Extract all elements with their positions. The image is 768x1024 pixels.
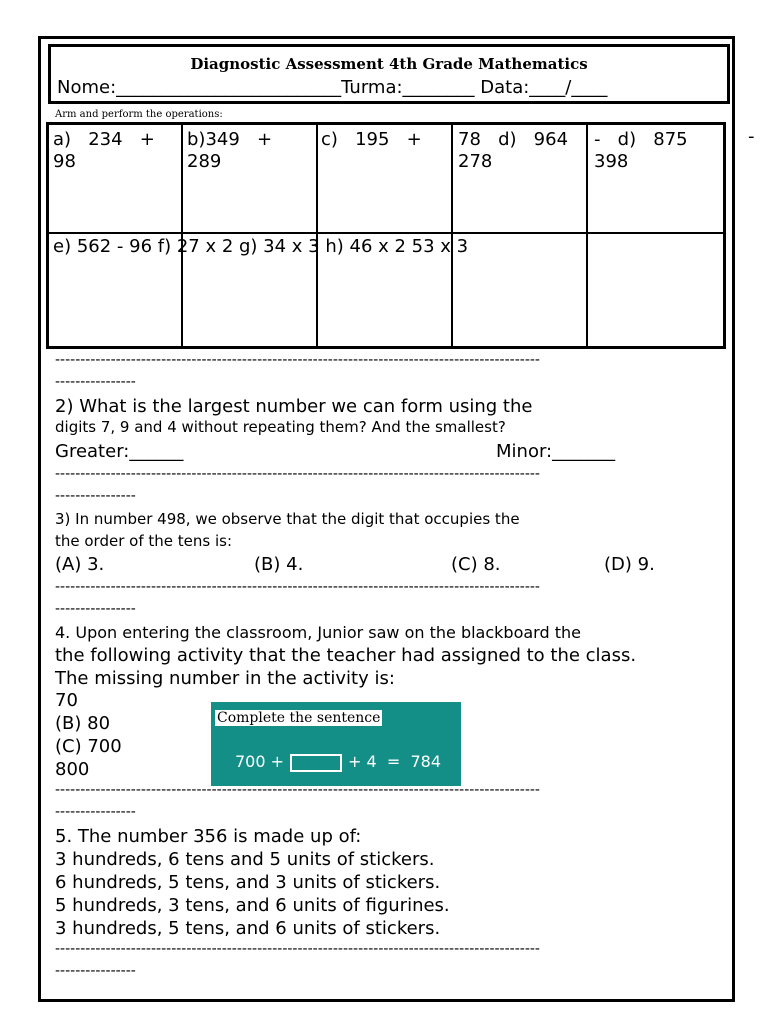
separator: ------------------------------------------------------------------------------------------------: [55, 466, 540, 482]
separator: ----------------: [55, 488, 136, 504]
operation-b: b)349 + 289: [187, 129, 273, 172]
question-3-line-2: the order of the tens is:: [55, 532, 232, 550]
missing-number-box: [290, 754, 342, 772]
q5-option-2: 6 hundreds, 5 tens, and 3 units of stickers.: [55, 872, 441, 893]
question-2-line-1: 2) What is the largest number we can form using the: [55, 396, 533, 417]
operation-a: a) 234 + 98: [53, 129, 155, 172]
option-c: (C) 8.: [451, 554, 501, 575]
separator: ----------------: [55, 601, 136, 617]
header-box: [48, 44, 730, 104]
q4-option-2: (B) 80: [55, 713, 111, 734]
table-divider: [49, 232, 723, 234]
question-4-line-2: the following activity that the teacher had assigned to the class.: [55, 645, 637, 666]
question-3-line-1: 3) In number 498, we observe that the digit that occupies the: [55, 510, 520, 528]
separator: ------------------------------------------------------------------------------------------------: [55, 352, 540, 368]
activity-board: [211, 702, 461, 786]
option-a: (A) 3.: [55, 554, 105, 575]
instructions: Arm and perform the operations:: [55, 109, 223, 120]
operations-table: [46, 122, 726, 349]
student-info-fields: Nome:_________________________Turma:________ Data:____/____: [57, 77, 608, 98]
operation-d: 78 d) 964 278: [458, 129, 569, 172]
minor-answer-field: Minor:_______: [496, 441, 616, 462]
question-5-line-1: 5. The number 356 is made up of:: [55, 826, 362, 847]
table-divider: [586, 125, 588, 346]
greater-answer-field: Greater:______: [55, 441, 184, 462]
operations-row-2: e) 562 - 96 f) 27 x 2 g) 34 x 3 h) 46 x 2 53 x 3: [53, 236, 469, 257]
operation-c: c) 195 +: [321, 129, 422, 150]
separator: ------------------------------------------------------------------------------------------------: [55, 941, 540, 957]
question-4-line-1: 4. Upon entering the classroom, Junior saw on the blackboard the: [55, 623, 581, 642]
separator: ------------------------------------------------------------------------------------------------: [55, 782, 540, 798]
operation-d2: - d) 875 398: [594, 129, 688, 172]
q5-option-1: 3 hundreds, 6 tens and 5 units of stickers.: [55, 849, 435, 870]
question-4-line-3: The missing number in the activity is:: [55, 668, 395, 689]
question-2-line-2: digits 7, 9 and 4 without repeating them? And the smallest?: [55, 418, 506, 436]
q4-option-4: 800: [55, 759, 90, 780]
separator: ----------------: [55, 374, 136, 390]
q4-option-1: 70: [55, 690, 78, 711]
q5-option-3: 5 hundreds, 3 tens, and 6 units of figurines.: [55, 895, 450, 916]
activity-equation: 700 + + 4 = 784: [235, 752, 441, 771]
option-b: (B) 4.: [254, 554, 304, 575]
separator: ----------------: [55, 963, 136, 979]
separator: ------------------------------------------------------------------------------------------------: [55, 579, 540, 595]
q5-option-4: 3 hundreds, 5 tens, and 6 units of stickers.: [55, 918, 441, 939]
q4-option-3: (C) 700: [55, 736, 122, 757]
activity-title: Complete the sentence: [217, 710, 381, 726]
assessment-title: Diagnostic Assessment 4th Grade Mathematics: [190, 55, 588, 73]
option-d: (D) 9.: [604, 554, 655, 575]
separator: ----------------: [55, 804, 136, 820]
operation-overflow: -: [748, 126, 755, 147]
